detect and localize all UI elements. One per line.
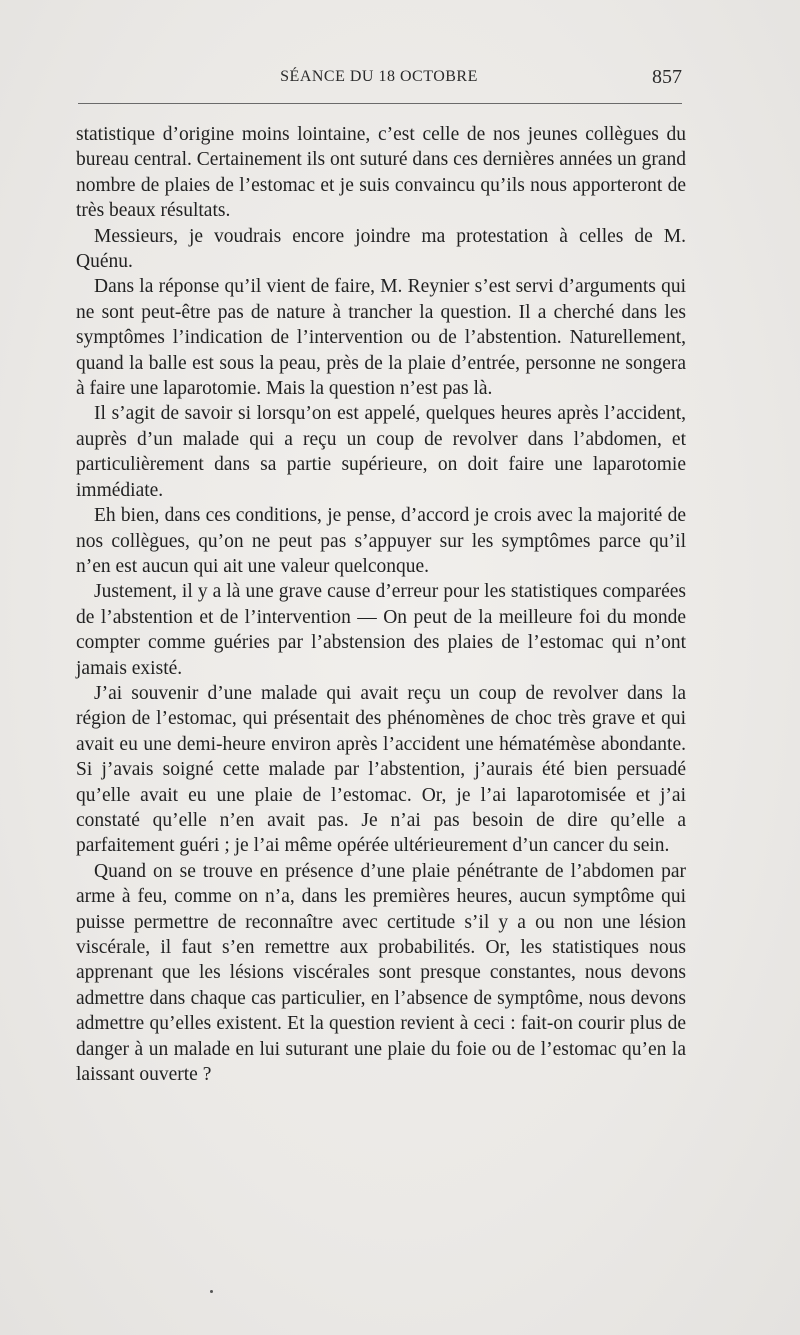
paragraph: Il s’agit de savoir si lorsqu’on est appelé, quelques heures après l’accident, auprès d’un malade qui a reçu un coup de revolver dans l’abdomen, et particulièrement dans sa partie supérieure, on doit faire une laparotomie immédiate. [76, 403, 686, 501]
header-divider [78, 103, 682, 104]
page-number: 857 [652, 66, 682, 88]
paragraph: Quand on se trouve en présence d’une plaie pénétrante de l’abdomen par arme à feu, comme on n’a, dans les premières heures, aucun symptôme qui puisse permettre de reconnaître avec certitude s’il y a ou non une lésion viscérale, il faut s’en remettre aux probabilités. Or, les statistiques nous apprenant que les lésions viscérales sont presque constantes, nous devons admettre dans chaque cas particulier, en l’absence de symptôme, nous devons admettre qu’elles existent. Et la question revient à ceci : fait-on courir plus de danger à un malade en lui suturant une plaie du foie ou de l’estomac qu’en la laissant ouverte ? [76, 860, 686, 1086]
running-header [76, 62, 682, 96]
paragraph: Eh bien, dans ces conditions, je pense, d’accord je crois avec la majorité de nos collègues, qu’on ne peut pas s’appuyer sur les symptômes parce qu’il n’en est aucun qui ait une valeur quelconque. [76, 505, 686, 577]
paragraph: Justement, il y a là une grave cause d’erreur pour les statistiques comparées de l’abstention et de l’intervention — On peut de la meilleure foi du monde compter comme guéries par l’abstension des plaies de l’estomac qui n’ont jamais existé. [76, 581, 686, 679]
ink-speck [210, 1290, 213, 1293]
body-text [76, 122, 686, 1087]
paragraph: Dans la réponse qu’il vient de faire, M. Reynier s’est servi d’arguments qui ne sont peut-être pas de nature à trancher la question. Il a cherché dans les symptômes l’indication de l’intervention ou de l’abstention. Naturellement, quand la balle est sous la peau, près de la plaie d’entrée, personne ne songera à faire une laparotomie. Mais la question n’est pas là. [76, 276, 686, 400]
header-title: SÉANCE DU 18 OCTOBRE [280, 68, 478, 85]
paragraph: statistique d’origine moins lointaine, c’est celle de nos jeunes collègues du bureau central. Certainement ils ont suturé dans ces dernières années un grand nombre de plaies de l’estomac et je suis convaincu qu’ils nous apporteront de très beaux résultats. [76, 124, 686, 222]
paragraph: J’ai souvenir d’une malade qui avait reçu un coup de revolver dans la région de l’estomac, qui présentait des phénomènes de choc très grave et qui avait eu une demi-heure environ après l’accident une hématémèse abondante. Si j’avais soigné cette malade par l’abstention, j’aurais été bien persuadé qu’elle avait eu une plaie de l’estomac. Or, je l’ai laparotomisée et j’ai constaté qu’elle n’en avait pas. Je n’ai pas besoin de dire qu’elle a parfaitement guéri ; je l’ai même opérée ultérieurement d’un cancer du sein. [76, 682, 686, 857]
paragraph: Messieurs, je voudrais encore joindre ma protestation à celles de M. Quénu. [76, 225, 686, 273]
